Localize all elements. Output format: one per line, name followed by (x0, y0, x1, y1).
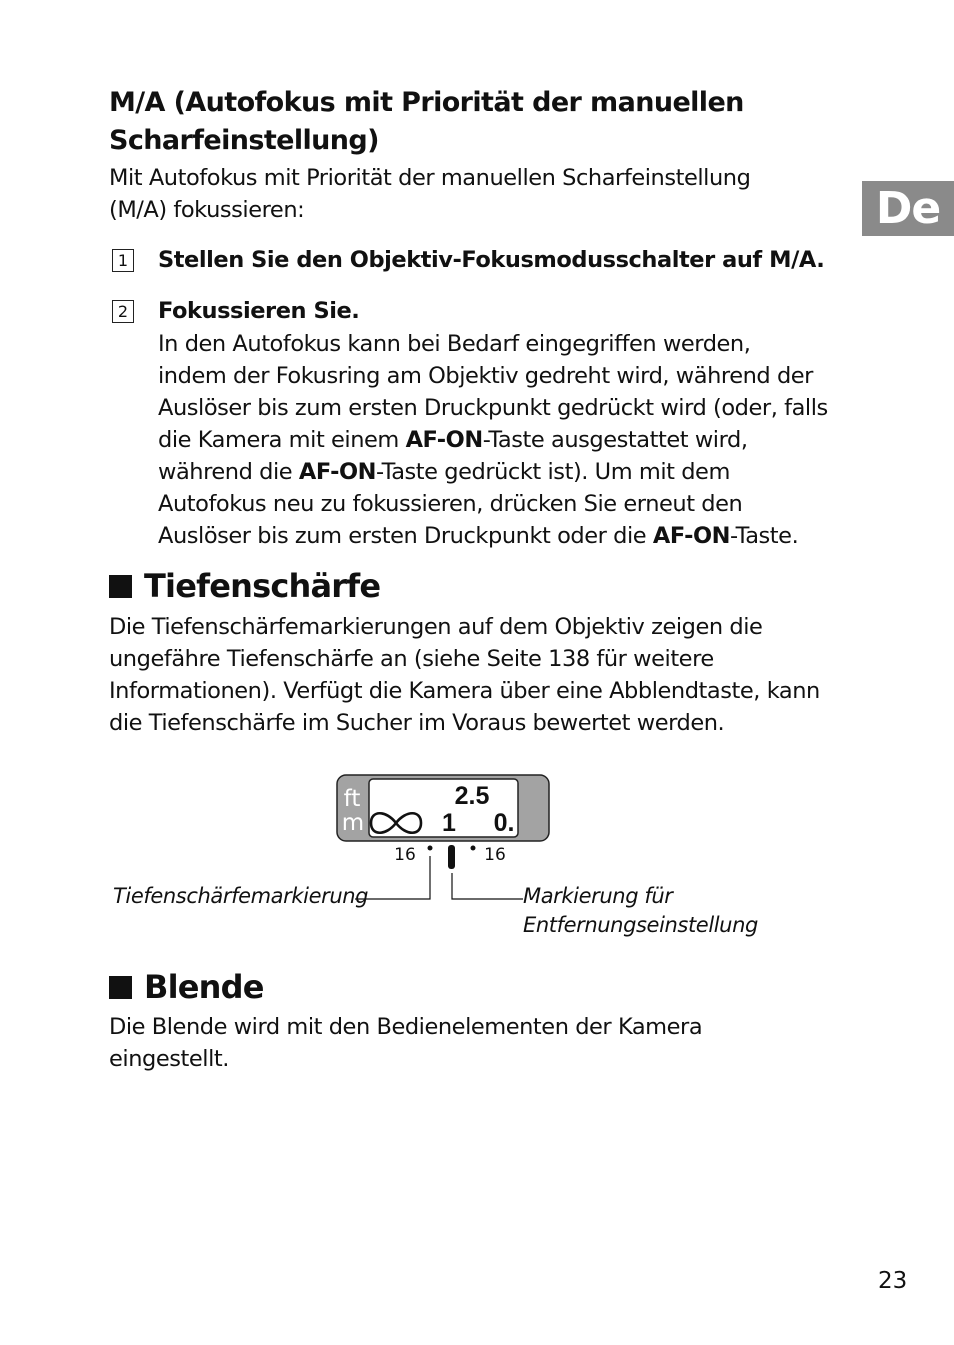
dof-left-label: 16 (394, 845, 416, 865)
section-heading-aperture (109, 967, 264, 1007)
text-line: (M/A) fokussieren: (109, 197, 305, 223)
text-line: Die Tiefenschärfemarkierungen auf dem Objektiv zeigen die (109, 614, 763, 640)
text-line: die Tiefenschärfe im Sucher im Voraus bewertet werden. (109, 710, 725, 736)
heading-text: Tiefenschärfe (144, 567, 381, 605)
ft-value-label: 2.5 (454, 782, 490, 810)
text-run: Auslöser bis zum ersten Druckpunkt oder die (158, 523, 653, 549)
heading-line: Scharfeinstellung) (109, 125, 379, 156)
leader-line-distance (452, 873, 523, 899)
text-line: eingestellt. (109, 1046, 229, 1072)
language-tab: De (862, 181, 954, 236)
unit-ft-label: ft (343, 786, 361, 812)
step-title-2: Fokussieren Sie. (158, 298, 360, 324)
dof-marker-right (471, 846, 476, 851)
text-line: Autofokus neu zu fokussieren, drücken Sie erneut den (158, 491, 743, 517)
text-run: -Taste gedrückt ist). Um mit dem (376, 459, 730, 485)
dof-marker-left (428, 846, 433, 851)
text-line: Informationen). Verfügt die Kamera über eine Abblendtaste, kann (109, 678, 820, 704)
text-run: während die (158, 459, 299, 485)
text-run: die Kamera mit einem (158, 427, 406, 453)
af-on-label: AF-ON (298, 459, 377, 485)
m-value-label-1: 1 (442, 809, 456, 837)
af-on-label: AF-ON (652, 523, 731, 549)
af-on-label: AF-ON (405, 427, 483, 453)
m-value-label-2: 0. (493, 809, 515, 837)
square-bullet-icon (109, 976, 132, 999)
text-line: In den Autofokus kann bei Bedarf eingegriffen werden, (158, 331, 751, 357)
text-line: ungefähre Tiefenschärfe an (siehe Seite 138 für weitere (109, 646, 714, 672)
page-number: 23 (878, 1268, 908, 1294)
caption-distance-marking (523, 882, 758, 940)
caption-line: Markierung für (523, 884, 673, 908)
text-line: Mit Autofokus mit Priorität der manuellen Scharfeinstellung (109, 165, 751, 191)
step-title-1: Stellen Sie den Objektiv-Fokusmodusschalter auf M/A. (158, 247, 825, 273)
text-run: -Taste ausgestattet wird, (482, 427, 748, 453)
heading-text: Blende (144, 968, 264, 1006)
aperture-paragraph (109, 1011, 702, 1075)
caption-line: Entfernungseinstellung (523, 913, 758, 937)
unit-m-label: m (341, 810, 365, 836)
text-line: Auslöser bis zum ersten Druckpunkt gedrückt wird (oder, falls (158, 395, 828, 421)
dof-right-label: 16 (484, 845, 506, 865)
distance-index-marker (448, 845, 455, 869)
text-line: indem der Fokusring am Objektiv gedreht wird, während der (158, 363, 813, 389)
text-line: Die Blende wird mit den Bedienelementen der Kamera (109, 1014, 703, 1040)
step-number-1: 1 (112, 249, 134, 272)
step-number-2: 2 (112, 300, 134, 323)
caption-dof-marking: Tiefenschärfemarkierung (113, 884, 369, 908)
heading-line: M/A (Autofokus mit Priorität der manuellen (109, 87, 744, 118)
text-run: -Taste. (730, 523, 799, 549)
